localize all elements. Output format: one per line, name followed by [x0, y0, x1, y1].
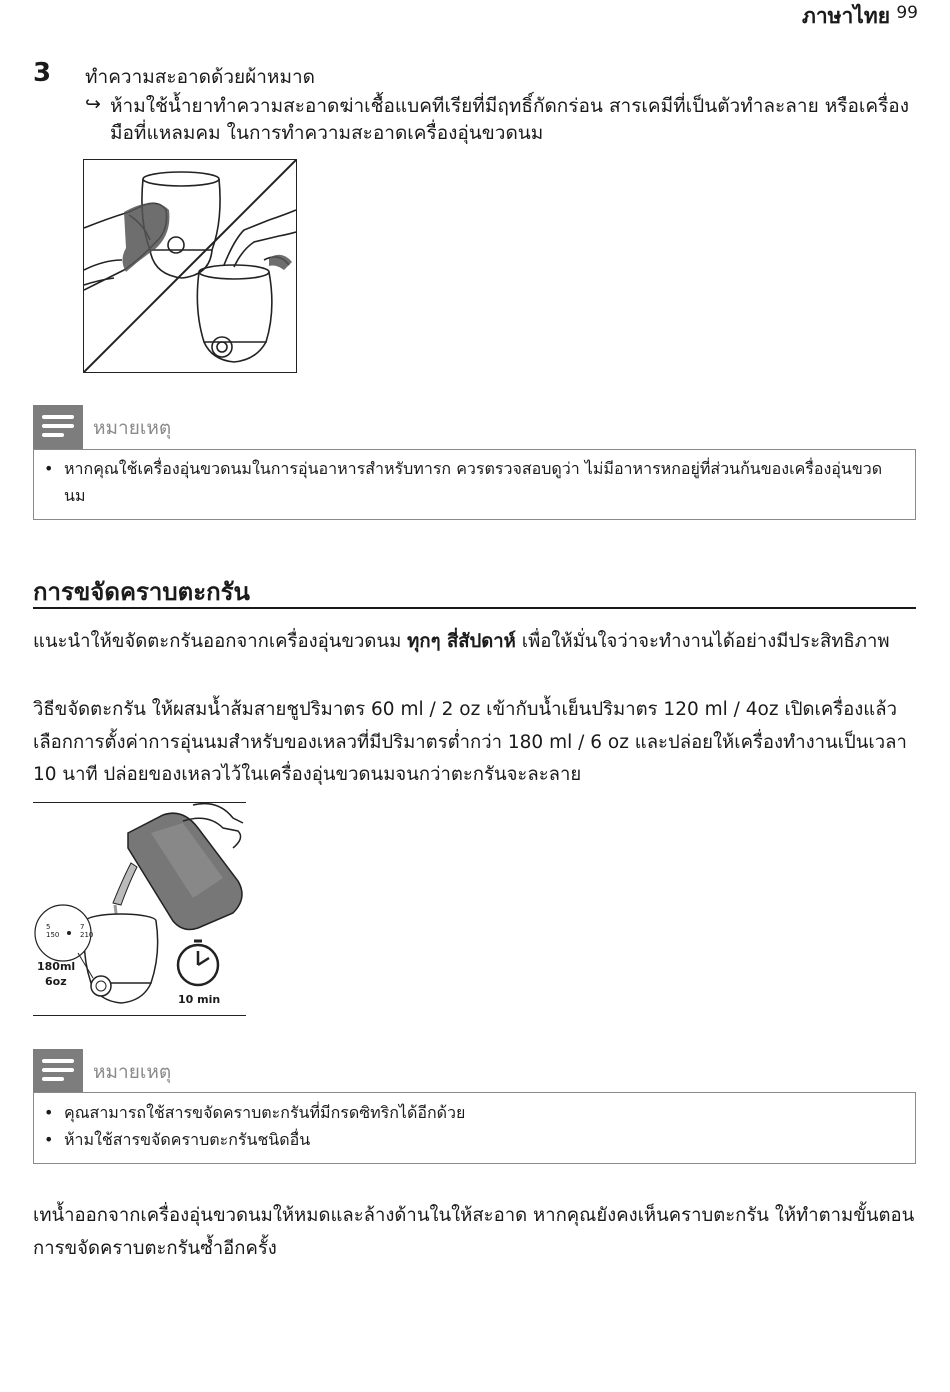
volume-ml: 180ml [37, 960, 76, 973]
note-label: หมายเหตุ [93, 417, 172, 439]
step-title: ทำความสะอาดด้วยผ้าหมาด [85, 66, 315, 88]
intro-text: แนะนำให้ขจัดตะกรันออกจากเครื่องอุ่นขวดนม [33, 631, 408, 652]
cleaning-illustration-svg [84, 160, 296, 372]
cloth-shape [123, 203, 170, 272]
intro-emphasis: ทุกๆ สี่สัปดาห์ [407, 631, 516, 652]
note-item: • หากคุณใช้เครื่องอุ่นขวดนมในการอุ่นอาหารสำหรับทารก ควรตรวจสอบดูว่า ไม่มีอาหารหกอยู่ที่ส่วนก้นของเครื่องอุ่นขวดนม [34, 455, 915, 509]
note-box [33, 449, 916, 520]
note-box [33, 1092, 916, 1164]
final-paragraph: เทน้ำออกจากเครื่องอุ่นขวดนมให้หมดและล้างด้านในให้สะอาด หากคุณยังคงเห็นคราบตะกรัน ให้ทำตามขั้นตอนการขจัดคราบตะกรันซ้ำอีกครั้ง [33, 1205, 915, 1259]
intro-text-end: เพื่อให้มั่นใจว่าจะทำงานได้อย่างมีประสิทธิภาพ [515, 631, 890, 652]
timer-label: 10 min [178, 993, 221, 1006]
intro-paragraph [33, 626, 918, 659]
cleaning-illustration [83, 159, 297, 373]
note-item: • คุณสามารถใช้สารขจัดคราบตะกรันที่มีกรดซิทริกได้อีกด้วย [34, 1099, 915, 1126]
header-language: ภาษาไทย [802, 4, 890, 28]
note-label: หมายเหตุ [93, 1061, 172, 1083]
dial-label-left: 5 150 [46, 923, 60, 939]
step-warning: ห้ามใช้น้ำยาทำความสะอาดฆ่าเชื้อแบคทีเรียที่มีฤทธิ์กัดกร่อน สารเคมีที่เป็นตัวทำละลาย หรือเครื่องมือที่แหลมคม ในการทำความสะอาดเครื่องอุ่นขวดนม [110, 95, 909, 144]
descaling-illustration [33, 802, 246, 1016]
note-item: • ห้ามใช้สารขจัดคราบตะกรันชนิดอื่น [34, 1126, 915, 1153]
page-number: 99 [896, 3, 918, 23]
note-icon [33, 1049, 83, 1093]
descale-instructions: วิธีขจัดตะกรัน ให้ผสมน้ำส้มสายชูปริมาตร 60 ml / 2 oz เข้ากับน้ำเย็นปริมาตร 120 ml / 4oz เปิดเครื่องแล้วเลือกการตั้งค่าการอุ่นนมสำหรับของเหลวที่มีปริมาตรต่ำกว่า 180 ml / 6 oz และปล่อยให้เครื่องทำงานเป็นเวลา 10 นาที ปล่อยของเหลวไว้ในเครื่องอุ่นขวดนมจนกว่าตะกรันจะละลาย [33, 699, 907, 785]
step-number: 3 [33, 58, 52, 88]
note-icon [33, 405, 83, 449]
dial-label-right: 7 210 [80, 923, 94, 939]
volume-oz: 6oz [45, 975, 67, 988]
section-divider [33, 607, 916, 609]
arrow-icon: ↪ [85, 93, 101, 115]
section-title: การขจัดคราบตะกรัน [33, 578, 250, 606]
